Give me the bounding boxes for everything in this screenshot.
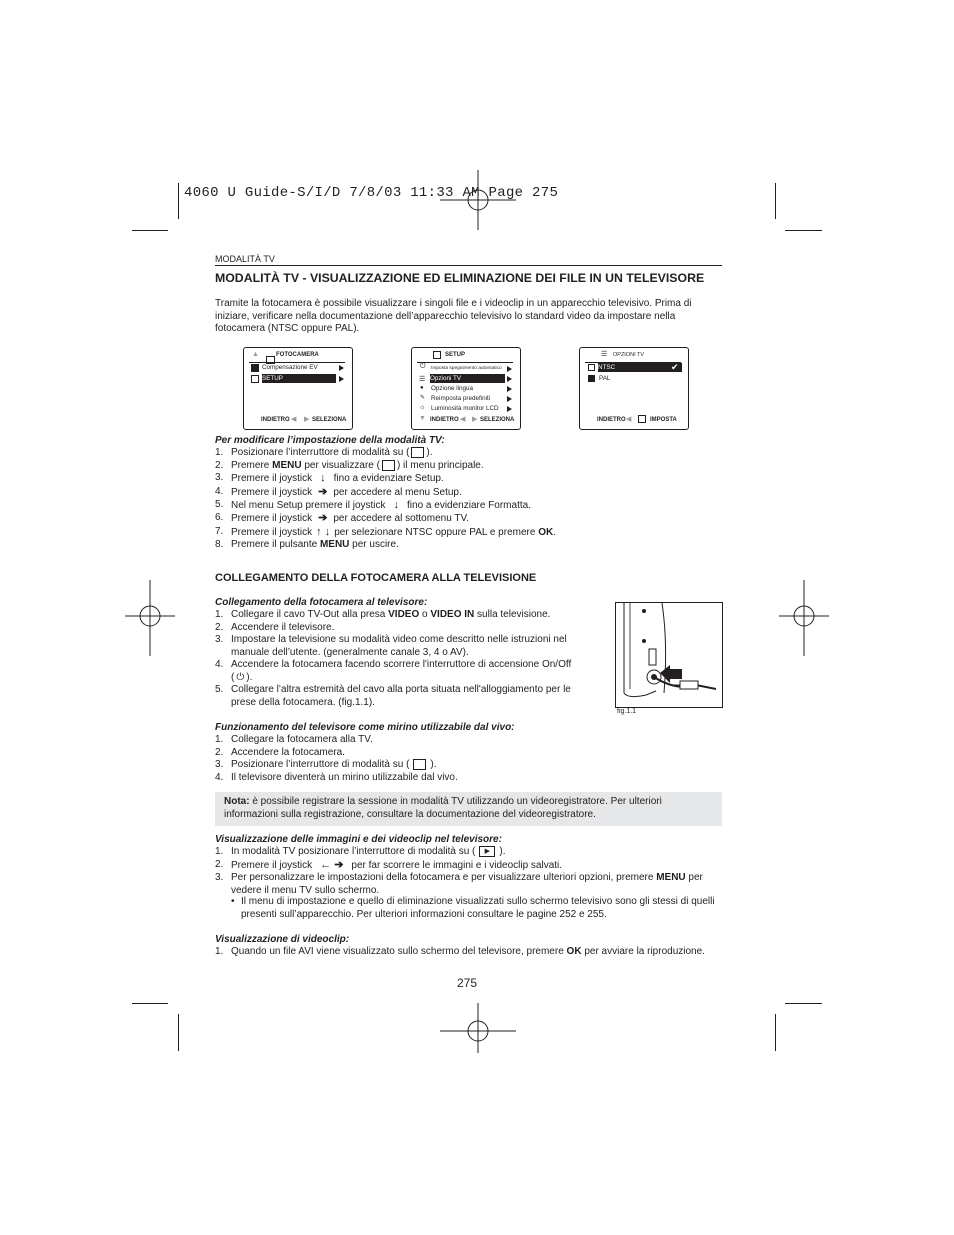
crop-mark [775, 1014, 776, 1051]
ntsc-icon [588, 364, 595, 371]
crop-mark [178, 183, 179, 219]
section-heading: COLLEGAMENTO DELLA FOTOCAMERA ALLA TELEVISIONE [215, 572, 537, 584]
crop-mark [132, 1003, 168, 1004]
connect-heading: Collegamento della fotocamera al televisore: [215, 597, 428, 608]
select-label: SELEZIONA [480, 417, 515, 423]
setup-icon [251, 375, 259, 383]
camera-icon [411, 447, 424, 458]
crop-mark [785, 230, 822, 231]
list-item: 2. Premere il joystick ← ➔ per far scorrere le immagini e i videoclip salvati. [215, 858, 563, 871]
up-arrow-icon: ▲ [252, 351, 259, 358]
divider [215, 265, 722, 266]
menu-row: Imposta spegnimento automatico [431, 366, 502, 371]
registration-mark-icon [779, 580, 829, 656]
left-arrow-icon: ◀ [626, 416, 632, 423]
registration-mark-icon [125, 580, 175, 656]
chevron-right-icon [339, 376, 344, 382]
list-item: 4. Accendere la fotocamera facendo scorrere l'interruttore di accensione On/Off ( ⏻ ). [215, 659, 572, 683]
camera-connection-figure [615, 602, 723, 708]
list-item: 1. Collegare la fotocamera alla TV. [215, 734, 373, 745]
setup-icon [433, 351, 441, 359]
list-item: 1. Posizionare l’interruttore di modalità su ( ). [215, 447, 433, 459]
print-header: 4060 U Guide-S/I/D 7/8/03 11:33 AM Page 275 [184, 185, 559, 201]
list-item: 7. Premere il joystick ↑ ↓ per selezionare NTSC oppure PAL e premere OK. [215, 525, 556, 538]
ok-icon [638, 415, 646, 423]
arrow-left-right-icon: ← ➔ [320, 858, 344, 871]
menu-screen-fotocamera [243, 347, 353, 430]
note-box [215, 792, 722, 826]
note-text: Nota: è possibile registrare la sessione in modalità TV utilizzando un videoregistratore. Per ulteriori informazioni sulla registrazione, consultare la documentazione del videoregistratore. [224, 796, 662, 820]
menu-row: NTSC [598, 363, 682, 372]
list-item: 1. Collegare il cavo TV-Out alla presa VIDEO o VIDEO IN sulla televisione. [215, 609, 551, 620]
crop-mark [775, 183, 776, 219]
tv-options-icon: ☰ [419, 376, 426, 383]
arrow-up-down-icon: ↑ ↓ [316, 525, 331, 538]
reset-icon: ✎ [420, 395, 426, 401]
live-list [215, 734, 715, 784]
intro-paragraph: Tramite la fotocamera è possibile visualizzare i singoli file e i videoclip in un apparecchio televisivo. Prima di iniziare, verificare nella documentazione dell’apparecchio televisivo lo standard video da impostare nella fotocamera (NTSC oppure PAL). [215, 298, 692, 335]
menu-screen-tv-options [579, 347, 689, 430]
crop-mark [785, 1003, 822, 1004]
list-item: 2. Accendere il televisore. [215, 621, 335, 633]
menu-row: Compensazione EV [262, 364, 318, 371]
arrow-right-icon: ➔ [318, 512, 328, 525]
list-item: 3. Per personalizzare le impostazioni della fotocamera e per visualizzare ulteriori opzioni, premere MENU per vedere il menu TV sullo schermo. [215, 872, 703, 896]
steps-list [215, 447, 715, 552]
list-item: 1. Quando un file AVI viene visualizzato sullo schermo del televisore, premere OK per avviare la riproduzione. [215, 946, 705, 957]
camera-icon [382, 460, 395, 471]
select-label: SELEZIONA [312, 417, 347, 423]
menu-screen-setup [411, 347, 521, 430]
right-arrow-icon: ▶ [304, 416, 310, 423]
section-label: MODALITÀ TV [215, 254, 275, 264]
page-number: 275 [457, 976, 478, 990]
crop-mark [178, 1014, 179, 1051]
list-item: 3. Posizionare l’interruttore di modalità su ( ). [215, 759, 437, 771]
screen-title: OPZIONI TV [613, 352, 645, 358]
pal-icon [588, 375, 595, 382]
camera-port-illustration [616, 603, 722, 707]
list-item: 2. Premere MENU per visualizzare ( ) il menu principale. [215, 459, 484, 471]
view-heading: Visualizzazione delle immagini e dei videoclip nel televisore: [215, 834, 502, 845]
live-heading: Funzionamento del televisore come mirino utilizzabile dal vivo: [215, 722, 515, 733]
chevron-right-icon [507, 396, 512, 402]
list-item: 4. Premere il joystick ➔ per accedere al menu Setup. [215, 485, 462, 498]
list-item: 3. Premere il joystick ↓ fino a evidenziare Setup. [215, 472, 444, 485]
screen-divider [417, 362, 513, 363]
ev-icon [251, 364, 259, 372]
right-arrow-icon: ▶ [472, 416, 478, 423]
left-arrow-icon: ◀ [291, 416, 297, 423]
list-item: 5. Nel menu Setup premere il joystick ↓ fino a evidenziare Formatta. [215, 499, 531, 512]
down-arrow-icon: ▼ [419, 415, 426, 422]
menu-row: PAL [599, 375, 611, 382]
arrow-down-icon: ↓ [393, 499, 400, 512]
power-icon: ⏻ [420, 363, 426, 370]
video-list [215, 946, 725, 959]
chevron-right-icon [507, 386, 512, 392]
brightness-icon: ☼ [419, 404, 426, 411]
screen-title: FOTOCAMERA [276, 352, 319, 358]
list-item: 5. Collegare l’altra estremità del cavo alla porta situata nell'alloggiamento per le prese della fotocamera. (fig.1.1). [215, 684, 571, 708]
connect-list [215, 609, 585, 709]
chevron-right-icon [339, 365, 344, 371]
set-label: IMPOSTA [650, 417, 677, 423]
checkmark-icon: ✔ [671, 362, 679, 372]
figure-caption: fig.1.1 [617, 708, 637, 715]
back-label: INDIETRO [261, 417, 290, 423]
chevron-right-icon [507, 406, 512, 412]
tv-options-icon: ☰ [601, 351, 608, 358]
list-item: 8. Premere il pulsante MENU per uscire. [215, 539, 399, 551]
list-item: 4. Il televisore diventerà un mirino utilizzabile dal vivo. [215, 771, 458, 783]
bullet-icon: • [231, 896, 235, 907]
play-icon: ▶ [479, 846, 495, 857]
arrow-down-icon: ↓ [320, 472, 326, 485]
menu-row: Opzione lingua [431, 385, 474, 392]
registration-mark-icon [440, 1003, 516, 1053]
back-label: INDIETRO [430, 417, 459, 423]
menu-row: Opzioni TV [430, 374, 505, 383]
crop-mark [132, 230, 168, 231]
camera-icon [413, 759, 426, 770]
chevron-right-icon [507, 366, 512, 372]
left-arrow-icon: ◀ [460, 416, 466, 423]
page-title: MODALITÀ TV - VISUALIZZAZIONE ED ELIMINAZIONE DEI FILE IN UN TELEVISORE [215, 271, 705, 285]
list-item: 1. In modalità TV posizionare l’interruttore di modalità su ( ▶ ). [215, 846, 506, 858]
video-heading: Visualizzazione di videoclip: [215, 934, 350, 945]
language-icon: ● [420, 385, 424, 391]
arrow-right-icon: ➔ [318, 485, 328, 498]
back-label: INDIETRO [597, 417, 626, 423]
bullet-item: • Il menu di impostazione e quello di eliminazione visualizzati sullo schermo televisivo sono gli stessi di quelli presenti sull’apparecchio. Per ulteriori informazioni consultare le pagine 252 e 255. [231, 896, 715, 920]
view-list [215, 846, 715, 897]
menu-row: Luminosità monitor LCD [431, 405, 499, 412]
list-item: 3. Impostare la televisione su modalità video come descritto nelle istruzioni nel manuale dell’utente. (generalmente canale 3, 4 o AV). [215, 634, 567, 658]
steps-heading: Per modificare l’impostazione della modalità TV: [215, 435, 445, 446]
list-item: 2. Accendere la fotocamera. [215, 746, 345, 758]
menu-row: Reimposta predefiniti [431, 395, 491, 402]
screen-title: SETUP [445, 352, 466, 358]
power-icon: ⏻ [236, 671, 245, 683]
menu-row: SETUP [262, 374, 336, 383]
chevron-right-icon [507, 376, 512, 382]
list-item: 6. Premere il joystick ➔ per accedere al sottomenu TV. [215, 512, 469, 525]
